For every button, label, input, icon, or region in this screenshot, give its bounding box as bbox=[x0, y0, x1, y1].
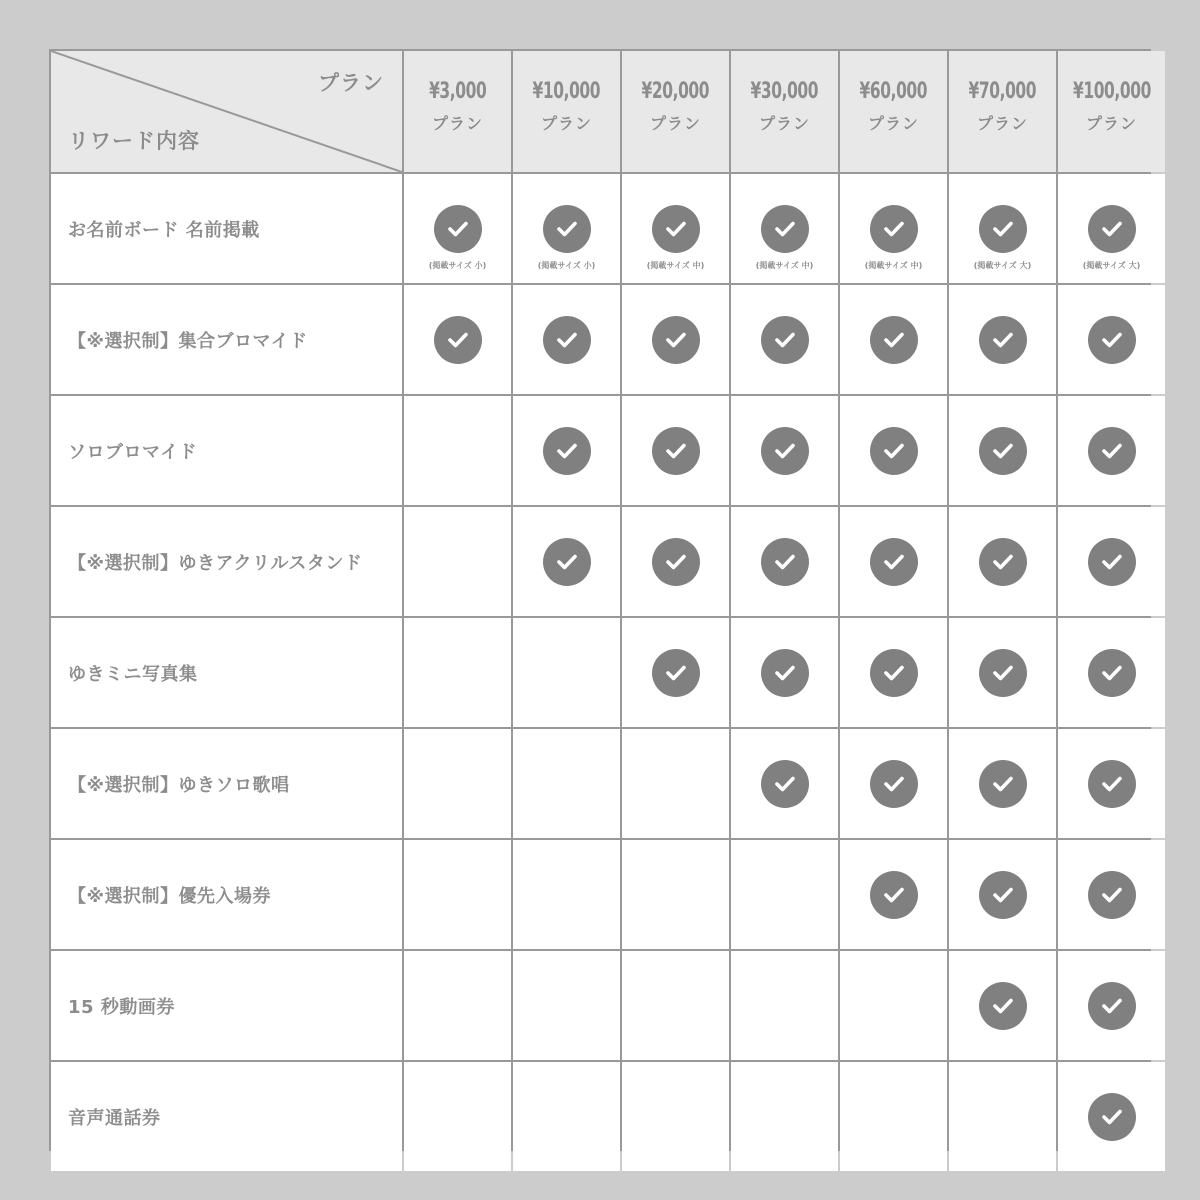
plan-cell bbox=[1058, 1062, 1165, 1171]
size-note: (掲載サイズ 小) bbox=[537, 261, 596, 270]
plan-cell bbox=[513, 285, 620, 394]
reward-row-label-cell bbox=[51, 618, 402, 727]
plan-cell bbox=[513, 840, 620, 949]
plan-cell bbox=[840, 1062, 947, 1171]
check-circle-icon bbox=[652, 427, 700, 475]
plan-price: ¥30,000 bbox=[750, 79, 819, 104]
reward-label: 【※選択制】優先入場券 bbox=[68, 885, 271, 907]
plan-cell bbox=[731, 729, 838, 838]
reward-label: ゆきミニ写真集 bbox=[68, 663, 198, 685]
plan-label: プラン bbox=[758, 114, 810, 133]
plan-cell bbox=[731, 396, 838, 505]
plan-cell bbox=[513, 1062, 620, 1171]
plan-label: プラン bbox=[649, 114, 701, 133]
reward-label: お名前ボード 名前掲載 bbox=[68, 219, 260, 241]
plan-label: プラン bbox=[540, 114, 592, 133]
reward-row-label-cell bbox=[51, 507, 402, 616]
check-circle-icon bbox=[1088, 649, 1136, 697]
plan-cell bbox=[731, 507, 838, 616]
plan-price: ¥3,000 bbox=[428, 79, 487, 104]
check-circle-icon bbox=[434, 316, 482, 364]
plan-cell bbox=[840, 174, 947, 283]
check-circle-icon bbox=[979, 205, 1027, 253]
plan-cell bbox=[622, 174, 729, 283]
plan-cell bbox=[1058, 174, 1165, 283]
plan-cell bbox=[1058, 840, 1165, 949]
plan-cell bbox=[513, 507, 620, 616]
plan-cell bbox=[513, 618, 620, 727]
plan-cell bbox=[1058, 507, 1165, 616]
reward-label: 【※選択制】ゆきアクリルスタンド bbox=[68, 552, 363, 574]
plan-cell bbox=[731, 285, 838, 394]
plan-cell bbox=[731, 1062, 838, 1171]
check-circle-icon bbox=[761, 316, 809, 364]
plan-cell bbox=[949, 396, 1056, 505]
reward-label: 【※選択制】ゆきソロ歌唱 bbox=[68, 774, 290, 796]
plan-price: ¥70,000 bbox=[968, 79, 1037, 104]
plan-header-7 bbox=[1058, 51, 1165, 172]
plan-cell bbox=[731, 951, 838, 1060]
reward-label: 音声通話券 bbox=[68, 1107, 161, 1129]
check-circle-icon bbox=[652, 538, 700, 586]
plan-cell bbox=[404, 618, 511, 727]
check-circle-icon bbox=[1088, 205, 1136, 253]
check-circle-icon bbox=[1088, 871, 1136, 919]
check-circle-icon bbox=[979, 427, 1027, 475]
plan-cell bbox=[622, 729, 729, 838]
size-note: (掲載サイズ 大) bbox=[1082, 261, 1141, 270]
check-circle-icon bbox=[1088, 427, 1136, 475]
reward-label: 15 秒動画券 bbox=[68, 996, 175, 1018]
plan-cell bbox=[949, 840, 1056, 949]
check-circle-icon bbox=[761, 427, 809, 475]
check-circle-icon bbox=[652, 316, 700, 364]
plan-cell bbox=[622, 285, 729, 394]
check-circle-icon bbox=[652, 205, 700, 253]
check-circle-icon bbox=[543, 205, 591, 253]
size-note: (掲載サイズ 小) bbox=[428, 261, 487, 270]
check-circle-icon bbox=[761, 649, 809, 697]
plan-price: ¥10,000 bbox=[532, 79, 601, 104]
size-note: (掲載サイズ 大) bbox=[973, 261, 1032, 270]
plan-cell bbox=[840, 285, 947, 394]
plan-cell bbox=[404, 951, 511, 1060]
corner-plan-label: プラン bbox=[318, 71, 384, 95]
plan-price: ¥60,000 bbox=[859, 79, 928, 104]
plan-cell bbox=[622, 396, 729, 505]
reward-table bbox=[49, 49, 1151, 1151]
plan-cell bbox=[949, 507, 1056, 616]
check-circle-icon bbox=[761, 760, 809, 808]
plan-header-4 bbox=[731, 51, 838, 172]
plan-header-3 bbox=[622, 51, 729, 172]
plan-cell bbox=[1058, 618, 1165, 727]
corner-header bbox=[51, 51, 402, 172]
check-circle-icon bbox=[979, 760, 1027, 808]
plan-cell bbox=[1058, 729, 1165, 838]
plan-cell bbox=[949, 285, 1056, 394]
plan-cell bbox=[513, 396, 620, 505]
plan-cell bbox=[731, 840, 838, 949]
plan-cell bbox=[1058, 285, 1165, 394]
check-circle-icon bbox=[652, 649, 700, 697]
reward-row-label-cell bbox=[51, 729, 402, 838]
plan-cell bbox=[622, 840, 729, 949]
check-circle-icon bbox=[979, 871, 1027, 919]
plan-cell bbox=[622, 951, 729, 1060]
plan-cell bbox=[840, 729, 947, 838]
plan-price: ¥20,000 bbox=[641, 79, 710, 104]
check-circle-icon bbox=[1088, 982, 1136, 1030]
plan-header-6 bbox=[949, 51, 1056, 172]
check-circle-icon bbox=[543, 427, 591, 475]
plan-cell bbox=[622, 1062, 729, 1171]
plan-cell bbox=[513, 951, 620, 1060]
check-circle-icon bbox=[870, 760, 918, 808]
check-circle-icon bbox=[870, 427, 918, 475]
corner-reward-label: リワード内容 bbox=[68, 129, 200, 153]
plan-cell bbox=[1058, 396, 1165, 505]
plan-cell bbox=[949, 729, 1056, 838]
plan-cell bbox=[404, 285, 511, 394]
check-circle-icon bbox=[543, 538, 591, 586]
plan-cell bbox=[513, 729, 620, 838]
size-note: (掲載サイズ 中) bbox=[864, 261, 923, 270]
plan-label: プラン bbox=[867, 114, 919, 133]
check-circle-icon bbox=[870, 538, 918, 586]
plan-label: プラン bbox=[1085, 114, 1137, 133]
check-circle-icon bbox=[870, 316, 918, 364]
reward-row-label-cell bbox=[51, 1062, 402, 1171]
plan-cell bbox=[949, 1062, 1056, 1171]
check-circle-icon bbox=[979, 649, 1027, 697]
reward-row-label-cell bbox=[51, 951, 402, 1060]
plan-cell bbox=[731, 618, 838, 727]
check-circle-icon bbox=[1088, 538, 1136, 586]
check-circle-icon bbox=[1088, 760, 1136, 808]
plan-cell bbox=[840, 840, 947, 949]
plan-label: プラン bbox=[431, 114, 483, 133]
check-circle-icon bbox=[761, 538, 809, 586]
check-circle-icon bbox=[979, 538, 1027, 586]
size-note: (掲載サイズ 中) bbox=[755, 261, 814, 270]
plan-cell bbox=[840, 618, 947, 727]
check-circle-icon bbox=[1088, 1093, 1136, 1141]
plan-cell bbox=[404, 174, 511, 283]
plan-cell bbox=[949, 618, 1056, 727]
plan-cell bbox=[949, 951, 1056, 1060]
reward-row-label-cell bbox=[51, 285, 402, 394]
plan-cell bbox=[622, 618, 729, 727]
plan-cell bbox=[840, 396, 947, 505]
reward-label: 【※選択制】集合ブロマイド bbox=[68, 330, 308, 352]
reward-label: ソロブロマイド bbox=[68, 441, 198, 463]
reward-row-label-cell bbox=[51, 174, 402, 283]
check-circle-icon bbox=[870, 205, 918, 253]
check-circle-icon bbox=[979, 982, 1027, 1030]
size-note: (掲載サイズ 中) bbox=[646, 261, 705, 270]
check-circle-icon bbox=[979, 316, 1027, 364]
reward-row-label-cell bbox=[51, 396, 402, 505]
check-circle-icon bbox=[761, 205, 809, 253]
plan-cell bbox=[404, 396, 511, 505]
check-circle-icon bbox=[870, 871, 918, 919]
plan-cell bbox=[949, 174, 1056, 283]
check-circle-icon bbox=[1088, 316, 1136, 364]
check-circle-icon bbox=[434, 205, 482, 253]
plan-label: プラン bbox=[976, 114, 1028, 133]
reward-row-label-cell bbox=[51, 840, 402, 949]
plan-cell bbox=[404, 729, 511, 838]
check-circle-icon bbox=[543, 316, 591, 364]
check-circle-icon bbox=[870, 649, 918, 697]
plan-cell bbox=[513, 174, 620, 283]
plan-cell bbox=[840, 951, 947, 1060]
plan-cell bbox=[404, 1062, 511, 1171]
plan-cell bbox=[840, 507, 947, 616]
plan-price: ¥100,000 bbox=[1072, 79, 1151, 104]
plan-cell bbox=[622, 507, 729, 616]
plan-header-5 bbox=[840, 51, 947, 172]
plan-header-1 bbox=[404, 51, 511, 172]
plan-cell bbox=[1058, 951, 1165, 1060]
plan-cell bbox=[404, 840, 511, 949]
plan-cell bbox=[404, 507, 511, 616]
plan-cell bbox=[731, 174, 838, 283]
plan-header-2 bbox=[513, 51, 620, 172]
